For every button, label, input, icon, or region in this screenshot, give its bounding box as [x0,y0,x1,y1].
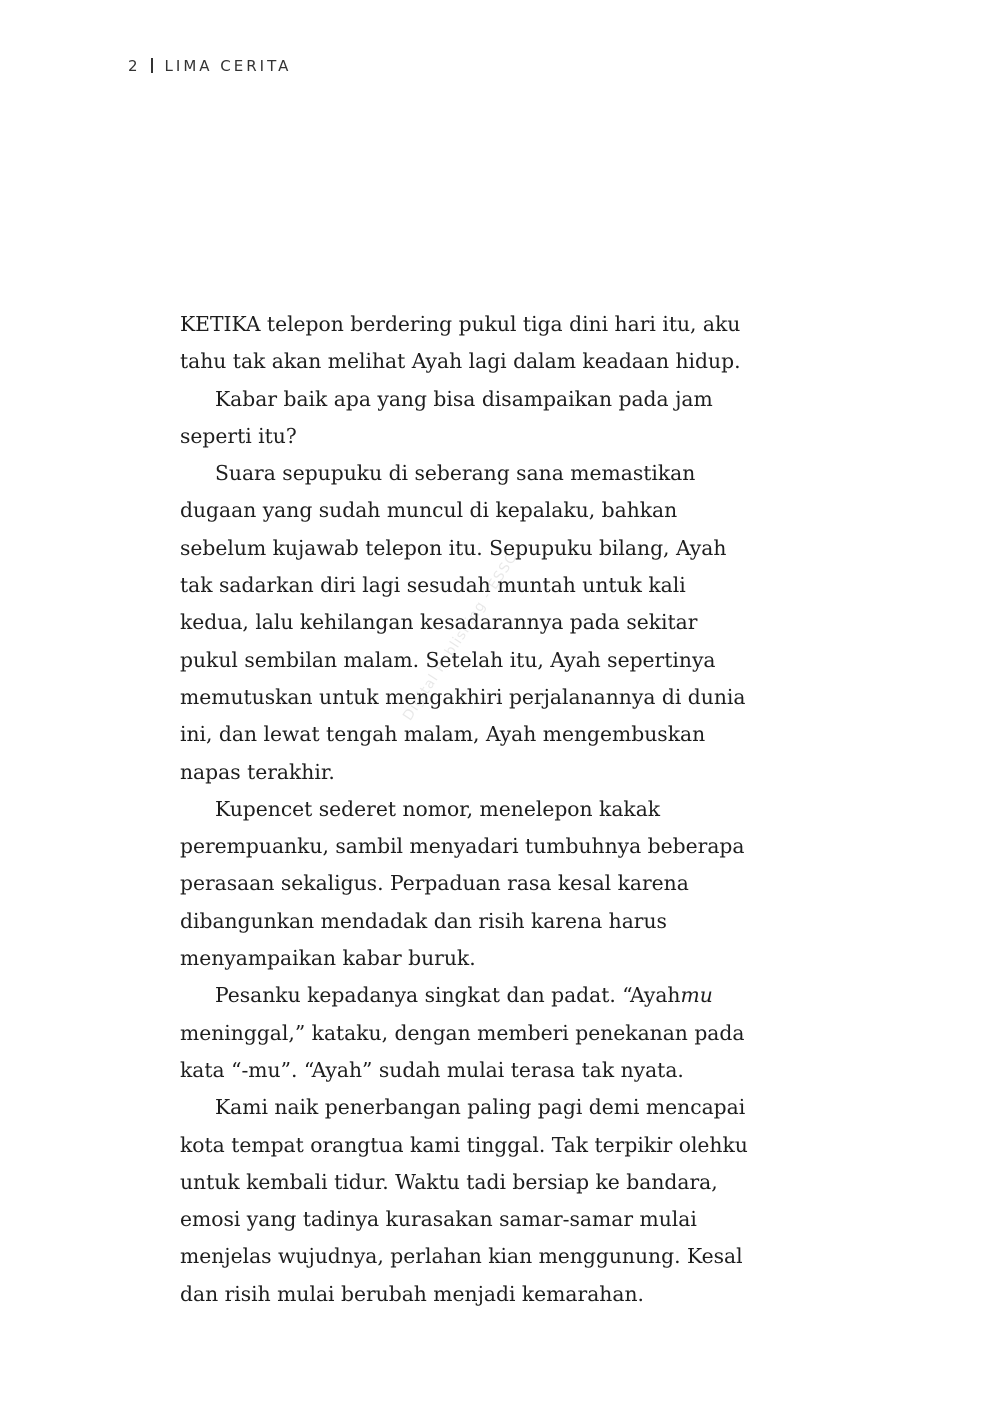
text-line: napas terakhir. [180,759,335,784]
text-line: memutuskan untuk mengakhiri perjalanannya di dunia [180,684,746,709]
text-line: emosi yang tadinya kurasakan samar-samar mulai [180,1207,697,1232]
text-line: seperti itu? [180,423,297,448]
text-line: KETIKA telepon berdering pukul tiga dini hari itu, aku [180,312,741,336]
paragraph [180,977,810,1089]
text-line: kota tempat orangtua kami tinggal. Tak terpikir olehku [180,1132,748,1157]
header-separator [151,58,153,73]
text-line: dugaan yang sudah muncul di kepalaku, bahkan [180,498,678,523]
text-line: Kabar baik apa yang bisa disampaikan pada jam [215,386,713,411]
italic-text: mu [680,983,713,1008]
paragraph [180,791,810,977]
text-line: tahu tak akan melihat Ayah lagi dalam keadaan hidup. [180,349,741,374]
text-run: Pesanku kepadanya singkat dan padat. “Ayah [215,983,681,1008]
text-line: meninggal,” kataku, dengan memberi penekanan pada [180,1020,745,1045]
text-line: kata “-mu”. “Ayah” sudah mulai terasa tak nyata. [180,1057,684,1082]
text-line: Kupencet sederet nomor, menelepon kakak [215,796,661,821]
text-line: Suara sepupuku di seberang sana memastikan [215,461,696,486]
book-title: LIMA CERITA [164,57,292,75]
text-line: pukul sembilan malam. Setelah itu, Ayah sepertinya [180,647,716,672]
paragraph [180,1089,810,1313]
text-line: untuk kembali tidur. Waktu tadi bersiap ke bandara, [180,1169,718,1194]
watermark: Digital Publishing - ESSC [400,549,521,724]
paragraph [180,381,810,456]
paragraph [180,455,810,791]
text-line [180,977,810,1014]
text-line: menyampaikan kabar buruk. [180,946,476,971]
text-line: tak sadarkan diri lagi sesudah muntah untuk kali [180,573,686,598]
text-line: kedua, lalu kehilangan kesadarannya pada sekitar [180,610,698,635]
text-line: ini, dan lewat tengah malam, Ayah mengembuskan [180,722,706,747]
page-number: 2 [128,57,141,75]
text-line: dibangunkan mendadak dan risih karena harus [180,908,667,933]
text-line: dan risih mulai berubah menjadi kemarahan. [180,1281,644,1306]
text-line: sebelum kujawab telepon itu. Sepupuku bilang, Ayah [180,535,727,560]
running-header [128,57,291,75]
text-line: Kami naik penerbangan paling pagi demi mencapai [215,1095,746,1120]
body-text [180,306,810,1313]
paragraph [180,306,810,381]
text-line: menjelas wujudnya, perlahan kian menggunung. Kesal [180,1244,743,1269]
text-line: perempuanku, sambil menyadari tumbuhnya beberapa [180,834,745,859]
text-line: perasaan sekaligus. Perpaduan rasa kesal karena [180,871,689,896]
